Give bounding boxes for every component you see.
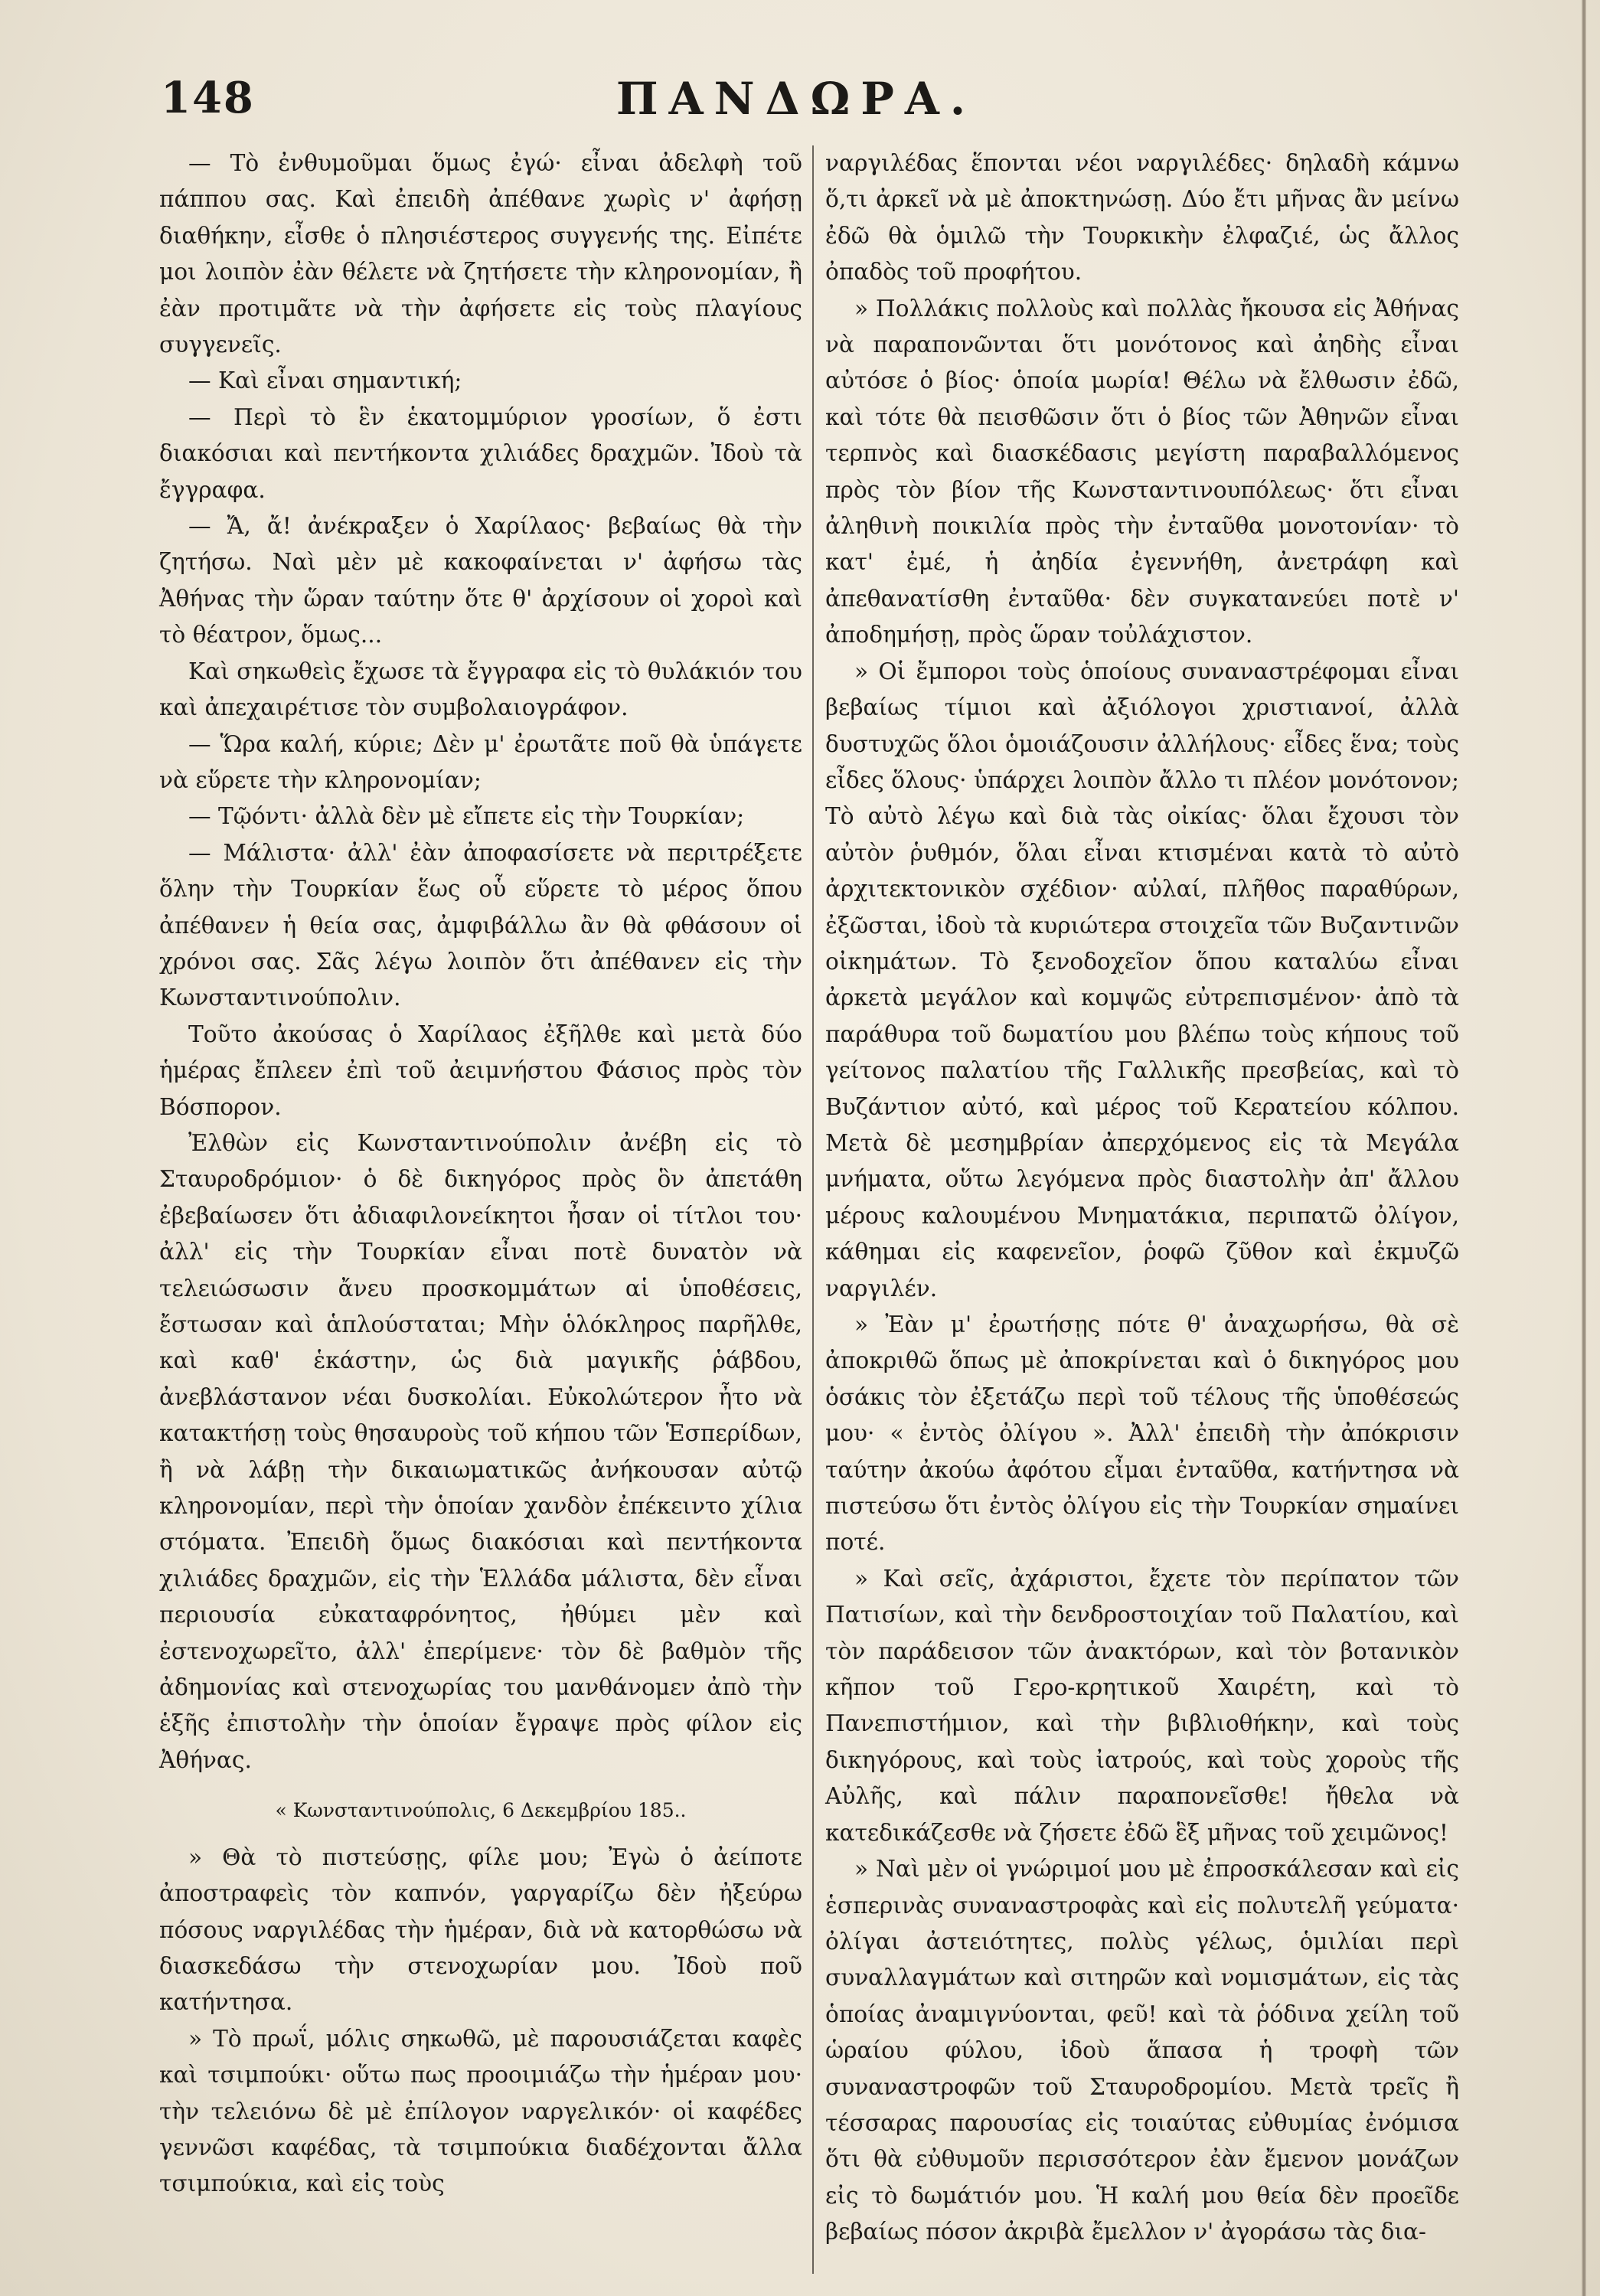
paragraph: ναργιλέδας ἕπονται νέοι ναργιλέδες· δηλαδὴ κάμνω ὅ,τι ἀρκεῖ νὰ μὲ ἀποκτηνώσῃ. Δύο ἔτι μῆνας ἂν μείνω ἐδῶ θὰ ὁμιλῶ τὴν Τουρκικὴν ἐλφαζιέ, ὡς ἄλλος ὀπαδὸς τοῦ προφήτου. xyxy=(825,150,1459,286)
journal-title: ΠΑΝΔΩΡΑ. xyxy=(616,73,977,125)
paragraph: — Τὸ ἐνθυμοῦμαι ὅμως ἐγώ· εἶναι ἀδελφὴ τοῦ πάππου σας. Καὶ ἐπειδὴ ἀπέθανε χωρὶς ν' ἀφήσῃ διαθήκην, εἶσθε ὁ πλησιέστερος συγγενής της. Εἰπέτε μοι λοιπὸν ἐὰν θέλετε νὰ ζητήσετε τὴν κληρονομίαν, ἢ ἐὰν προτιμᾶτε νὰ τὴν ἀφήσετε εἰς τοὺς πλαγίους συγγενεῖς. xyxy=(159,150,802,358)
paragraph: Καὶ σηκωθεὶς ἔχωσε τὰ ἔγγραφα εἰς τὸ θυλάκιόν του καὶ ἀπεχαιρέτισε τὸν συμβολαιογράφον. xyxy=(159,658,802,721)
paragraph: » Καὶ σεῖς, ἀχάριστοι, ἔχετε τὸν περίπατον τῶν Πατισίων, καὶ τὴν δενδροστοιχίαν τοῦ Παλατίου, καὶ τὸν παράδεισον τῶν ἀνακτόρων, καὶ τὸν βοτανικὸν κῆπον τοῦ Γερο-κρητικοῦ Χαιρέτη, καὶ τὸ Πανεπιστήμιον, καὶ τὴν βιβλιοθήκην, καὶ τοὺς δικηγόρους, καὶ τοὺς ἰατρούς, καὶ τοὺς χοροὺς τῆς Αὐλῆς, καὶ πάλιν παραπονεῖσθε! ἤθελα νὰ κατεδικάζεσθε νὰ ζήσετε ἐδῶ ἓξ μῆνας τοῦ χειμῶνος! xyxy=(825,1565,1459,1846)
paragraph: Τοῦτο ἀκούσας ὁ Χαρίλαος ἐξῆλθε καὶ μετὰ δύο ἡμέρας ἔπλεεν ἐπὶ τοῦ ἀειμνήστου Φάσιος πρὸς τὸν Βόσπορον. xyxy=(159,1021,802,1120)
running-header xyxy=(161,73,1432,134)
left-text-column xyxy=(159,145,802,2203)
paragraph: » Πολλάκις πολλοὺς καὶ πολλὰς ἤκουσα εἰς Ἀθήνας νὰ παραπονῶνται ὅτι μονότονος καὶ ἀηδὴς εἶναι αὐτόσε ὁ βίος· ὁποία μωρία! Θέλω νὰ ἔλθωσιν ἐδῶ, καὶ τότε θὰ πεισθῶσιν ὅτι ὁ βίος τῶν Ἀθηνῶν εἶναι τερπνὸς καὶ διασκέδασις μεγίστη παραβαλλόμενος πρὸς τὸν βίον τῆς Κωνσταντινουπόλεως· ὅτι εἶναι ἀληθινὴ ποικιλία πρὸς τὴν ἐνταῦθα μονοτονίαν· τὸ κατ' ἐμέ, ἡ ἀηδία ἐγεννήθη, ἀνετράφη καὶ ἀπεθανατίσθη ἐνταῦθα· δὲν συγκατανεύει ποτὲ ν' ἀποδημήσῃ, πρὸς ὥραν τοὐλάχιστον. xyxy=(825,295,1459,648)
paragraph: — Μάλιστα· ἀλλ' ἐὰν ἀποφασίσετε νὰ περιτρέξετε ὅλην τὴν Τουρκίαν ἕως οὗ εὕρετε τὸ μέρος ὅπου ἀπέθανεν ἡ θεία σας, ἀμφιβάλλω ἂν θὰ φθάσουν οἱ χρόνοι σας. Σᾶς λέγω λοιπὸν ὅτι ἀπέθανεν εἰς τὴν Κωνσταντινούπολιν. xyxy=(159,839,802,1011)
page-edge-rule xyxy=(1582,0,1586,2296)
paragraph: » Τὸ πρωΐ, μόλις σηκωθῶ, μὲ παρουσιάζεται καφὲς καὶ τσιμπούκι· οὕτω πως προοιμιάζω τὴν ἡμέραν μου· τὴν τελειόνω δὲ μὲ ἐπίλογον ναργελικόν· οἱ καφέδες γεννῶσι καφέδας, τὰ τσιμπούκια διαδέχονται ἄλλα τσιμπούκια, καὶ εἰς τοὺς xyxy=(159,2025,802,2197)
column-divider xyxy=(812,145,814,2274)
page-number: 148 xyxy=(161,73,255,123)
paragraph: » Οἱ ἔμποροι τοὺς ὁποίους συναναστρέφομαι εἶναι βεβαίως τίμιοι καὶ ἀξιόλογοι χριστιανοί, ἀλλὰ δυστυχῶς ὅλοι ὁμοιάζουσιν ἀλλήλους· εἶδες ἕνα; τοὺς εἶδες ὅλους· ὑπάρχει λοιπὸν ἄλλο τι πλέον μονότονον; Τὸ αὐτὸ λέγω καὶ διὰ τὰς οἰκίας· ὅλαι ἔχουσι τὸν αὐτὸν ῥυθμόν, ὅλαι εἶναι κτισμέναι κατὰ τὸ αὐτὸ ἀρχιτεκτονικὸν σχέδιον· αὐλαί, πλῆθος παραθύρων, ἐξῶσται, ἰδοὺ τὰ κυριώτερα στοιχεῖα τῶν Βυζαντινῶν οἰκημάτων. Τὸ ξενοδοχεῖον ὅπου καταλύω εἶναι ἀρκετὰ μεγάλον καὶ κομψῶς εὐτρεπισμένον· ἀπὸ τὰ παράθυρα τοῦ δωματίου μου βλέπω τοὺς κήπους τοῦ γείτονος παλατίου τῆς Γαλλικῆς πρεσβείας, καὶ τὸ Βυζάντιον αὐτό, καὶ μέρος τοῦ Κερατείου κόλπου. Μετὰ δὲ μεσημβρίαν ἀπερχόμενος εἰς τὰ Μεγάλα μνήματα, οὕτω λεγόμενα πρὸς διαστολὴν ἀπ' ἄλλου μέρους καλουμένου Μνηματάκια, περιπατῶ ὀλίγον, κάθημαι εἰς καφενεῖον, ῥοφῶ ζῦθον καὶ ἐκμυζῶ ναργιλέν. xyxy=(825,658,1459,1302)
paragraph: Ἐλθὼν εἰς Κωνσταντινούπολιν ἀνέβη εἰς τὸ Σταυροδρόμιον· ὁ δὲ δικηγόρος πρὸς ὃν ἀπετάθη ἐβεβαίωσεν ὅτι ἀδιαφιλονείκητοι ἦσαν οἱ τίτλοι του· ἀλλ' εἰς τὴν Τουρκίαν εἶναι ποτὲ δυνατὸν νὰ τελειώσωσιν ἄνευ προσκομμάτων αἱ ὑποθέσεις, ἔστωσαν καὶ ἁπλούσταται; Μὴν ὁλόκληρος παρῆλθε, καὶ καθ' ἑκάστην, ὡς διὰ μαγικῆς ῥάβδου, ἀνεβλάστανον νέαι δυσκολίαι. Εὐκολώτερον ἦτο νὰ κατακτήσῃ τοὺς θησαυροὺς τοῦ κήπου τῶν Ἑσπερίδων, ἢ νὰ λάβῃ τὴν δικαιωματικῶς ἀνήκουσαν αὐτῷ κληρονομίαν, περὶ τὴν ὁποίαν χανδὸν ἐπέκειντο χίλια στόματα. Ἐπειδὴ ὅμως διακόσιαι καὶ πεντήκοντα χιλιάδες δραχμῶν, εἰς τὴν Ἑλλάδα μάλιστα, δὲν εἶναι περιουσία εὐκαταφρόνητος, ἠθύμει μὲν καὶ ἐστενοχωρεῖτο, ἀλλ' ἐπερίμενε· τὸν δὲ βαθμὸν τῆς ἀδημονίας καὶ στενοχωρίας του μανθάνομεν ἀπὸ τὴν ἑξῆς ἐπιστολὴν τὴν ὁποίαν ἔγραψε πρὸς φίλον εἰς Ἀθήνας. xyxy=(159,1129,802,1773)
paragraph: » Θὰ τὸ πιστεύσῃς, φίλε μου; Ἐγὼ ὁ ἀείποτε ἀποστραφεὶς τὸν καπνόν, γαργαρίζω δὲν ἠξεύρω πόσους ναργιλέδας τὴν ἡμέραν, διὰ νὰ κατορθώσω νὰ διασκεδάσω τὴν στενοχωρίαν μου. Ἰδοὺ ποῦ κατήντησα. xyxy=(159,1844,802,2016)
letter-dateline: « Κωνσταντινούπολις, 6 Δεκεμβρίου 185.. xyxy=(275,1799,687,1822)
paragraph: — Ἄ, ἄ! ἀνέκραξεν ὁ Χαρίλαος· βεβαίως θὰ τὴν ζητήσω. Ναὶ μὲν μὲ κακοφαίνεται ν' ἀφήσω τὰς Ἀθήνας τὴν ὥραν ταύτην ὅτε θ' ἀρχίσουν οἱ χοροὶ καὶ τὸ θέατρον, ὅμως... xyxy=(159,513,802,648)
paragraph: » Ἐὰν μ' ἐρωτήσῃς πότε θ' ἀναχωρήσω, θὰ σὲ ἀποκριθῶ ὅπως μὲ ἀποκρίνεται καὶ ὁ δικηγόρος μου ὁσάκις τὸν ἐξετάζω περὶ τοῦ τέλους τῆς ὑποθέσεώς μου· « ἐντὸς ὀλίγου ». Ἀλλ' ἐπειδὴ τὴν ἀπόκρισιν ταύτην ἀκούω ἀφότου εἶμαι ἐνταῦθα, κατήντησα νὰ πιστεύσω ὅτι ἐντὸς ὀλίγου εἰς τὴν Τουρκίαν σημαίνει ποτέ. xyxy=(825,1311,1459,1556)
paragraph: — Περὶ τὸ ἓν ἑκατομμύριον γροσίων, ὅ ἐστι διακόσιαι καὶ πεντήκοντα χιλιάδες δραχμῶν. Ἰδοὺ τὰ ἔγγραφα. xyxy=(159,403,802,503)
paragraph: » Ναὶ μὲν οἱ γνώριμοί μου μὲ ἐπροσκάλεσαν καὶ εἰς ἑσπερινὰς συναναστροφὰς καὶ εἰς πολυτελῆ γεύματα· ὀλίγαι ἀστειότητες, πολὺς γέλως, ὁμιλίαι περὶ συναλλαγμάτων καὶ σιτηρῶν καὶ νομισμάτων, εἰς τὰς ὁποίας ἀναμιγνύονται, φεῦ! καὶ τὰ ῥόδινα χείλη τοῦ ὡραίου φύλου, ἰδοὺ ἅπασα ἡ τροφὴ τῶν συναναστροφῶν τοῦ Σταυροδρομίου. Μετὰ τρεῖς ἢ τέσσαρας παρουσίας εἰς τοιαύτας εὐθυμίας ἐνόμισα ὅτι θὰ εὐθυμοῦν περισσότερον ἐὰν ἔμενον μονάζων εἰς τὸ δωμάτιόν μου. Ἡ καλή μου θεία δὲν προεῖδε βεβαίως πόσον ἀκριβὰ ἔμελλον ν' ἀγοράσω τὰς δια- xyxy=(825,1856,1459,2245)
right-text-column xyxy=(825,145,1459,2251)
paragraph: — Ὥρα καλή, κύριε; Δὲν μ' ἐρωτᾶτε ποῦ θὰ ὑπάγετε νὰ εὕρετε τὴν κληρονομίαν; xyxy=(159,730,802,793)
paragraph: — Καὶ εἶναι σημαντική; xyxy=(188,367,462,394)
paragraph: — Τῷόντι· ἀλλὰ δὲν μὲ εἴπετε εἰς τὴν Τουρκίαν; xyxy=(188,803,745,830)
